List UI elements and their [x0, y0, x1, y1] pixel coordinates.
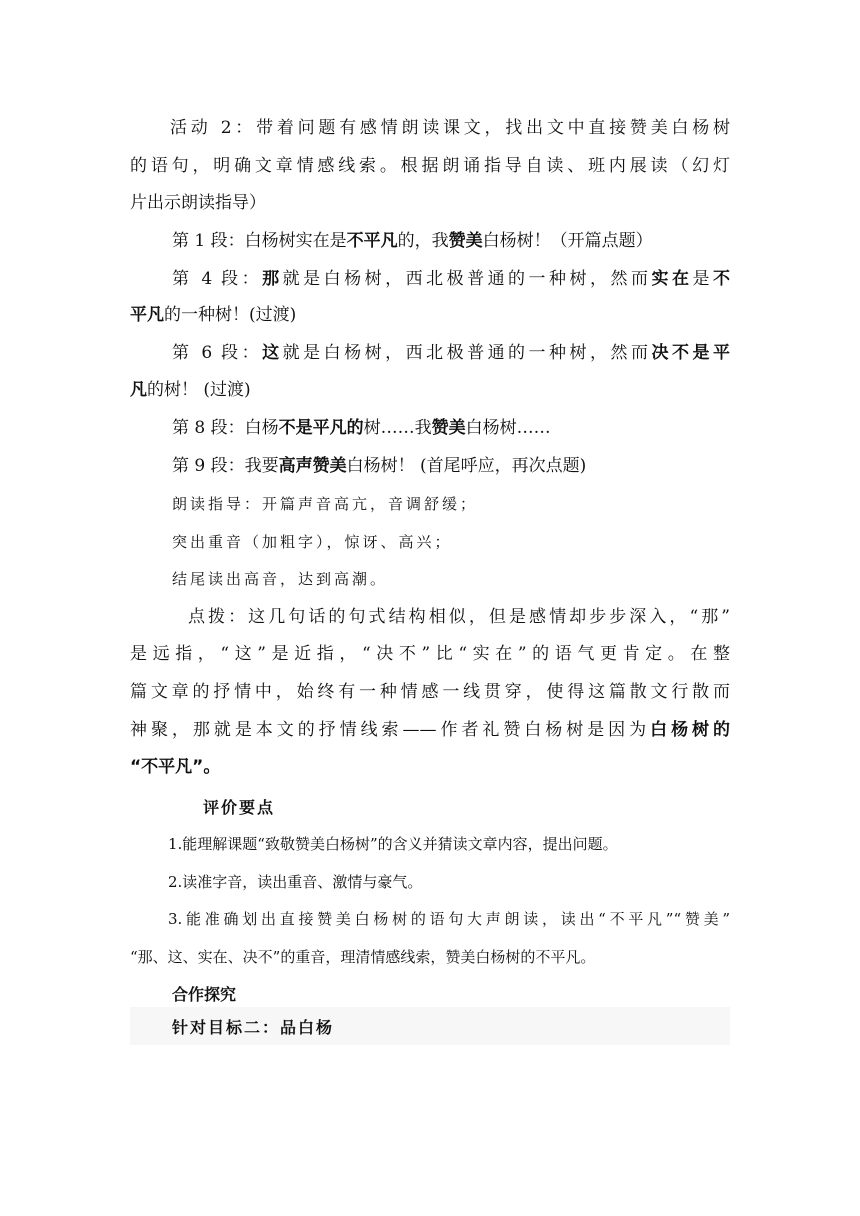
target-two-heading: 针对目标二：品白杨 — [172, 1018, 335, 1037]
activity2-line3: 片出示朗读指导） — [130, 193, 266, 213]
quote-paragraph-6: 第 6 段：这就是白杨树，西北极普通的一种树，然而决不是平 — [172, 343, 730, 363]
reading-guide-line1: 朗读指导：开篇声音高亢，音调舒缓； — [172, 495, 479, 513]
activity2-line2: 的语句，明确文章情感线索。根据朗诵指导自读、班内展读（幻灯 — [130, 156, 730, 176]
evaluation-item-2: 2.读准字音，读出重音、激情与豪气。 — [168, 873, 423, 891]
evaluation-heading: 评价要点 — [203, 798, 276, 817]
quote-paragraph-1: 第 1 段：白杨树实在是不平凡的，我赞美白杨树！（开篇点题） — [172, 231, 653, 251]
reading-guide-line3: 结尾读出高音，达到高潮。 — [172, 570, 389, 588]
quote-paragraph-4: 第 4 段：那就是白杨树，西北极普通的一种树，然而实在是不 — [172, 269, 730, 289]
tip-line5: “不平凡”。 — [130, 757, 221, 777]
evaluation-item-1: 1.能理解课题“致敬赞美白杨树”的含义并猜读文章内容，提出问题。 — [168, 835, 618, 853]
cooperation-heading: 合作探究 — [172, 985, 237, 1004]
evaluation-item-3: 3.能准确划出直接赞美白杨树的语句大声朗读，读出“不平凡”“赞美” — [168, 910, 730, 928]
tip-line1: 点拨：这几句话的句式结构相似，但是感情却步步深入，“那” — [188, 607, 730, 627]
tip-line2: 是远指，“这”是近指，“决不”比“实在”的语气更肯定。在整 — [130, 644, 730, 664]
reading-guide-line2: 突出重音（加粗字），惊讶、高兴； — [172, 533, 453, 551]
activity2-line1: 活动 2：带着问题有感情朗读课文，找出文中直接赞美白杨树 — [170, 118, 730, 138]
quote-paragraph-6-cont: 凡的树！ (过渡) — [130, 380, 251, 400]
evaluation-item-3-cont: “那、这、实在、决不”的重音，理清情感线索，赞美白杨树的不平凡。 — [130, 948, 596, 966]
quote-paragraph-9: 第 9 段：我要高声赞美白杨树！ (首尾呼应，再次点题) — [172, 456, 587, 476]
tip-line4: 神聚，那就是本文的抒情线索——作者礼赞白杨树是因为白杨树的 — [130, 720, 730, 740]
tip-line3: 篇文章的抒情中，始终有一种情感一线贯穿，使得这篇散文行散而 — [130, 682, 730, 702]
quote-paragraph-8: 第 8 段：白杨不是平凡的树……我赞美白杨树…… — [172, 418, 551, 438]
quote-paragraph-4-cont: 平凡的一种树！(过渡) — [130, 305, 297, 325]
